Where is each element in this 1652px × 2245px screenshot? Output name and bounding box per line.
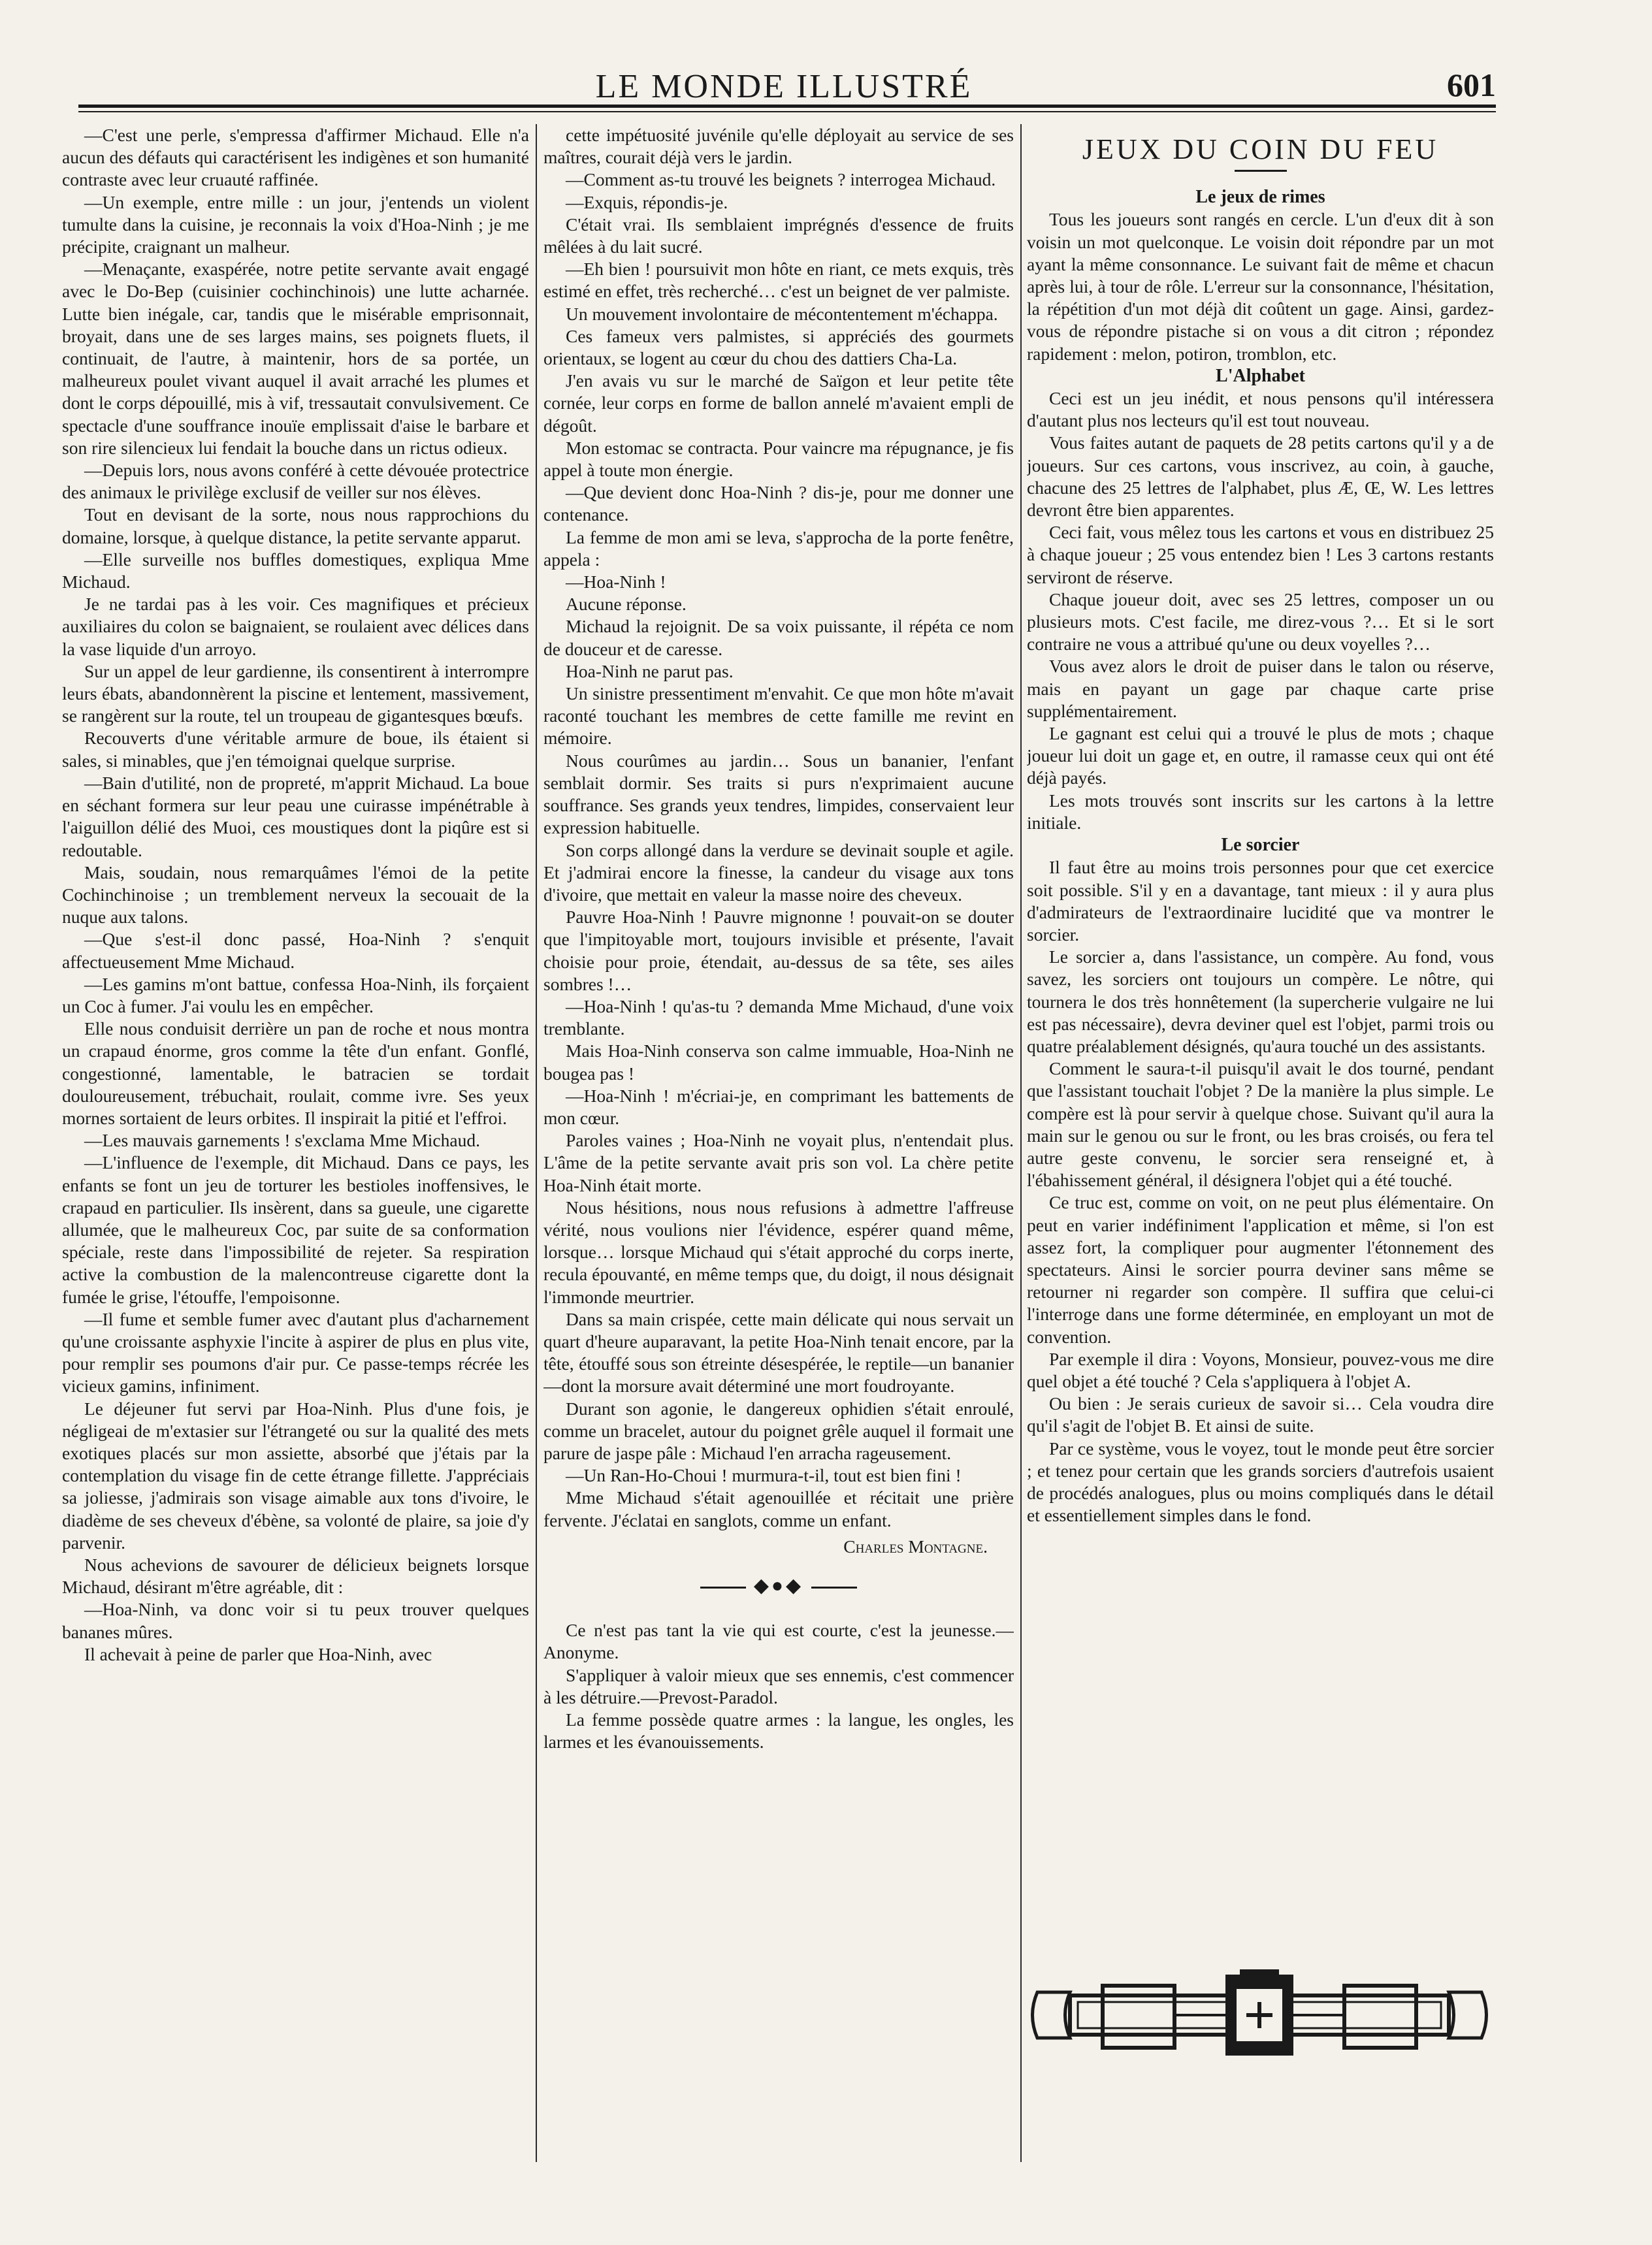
column-divider <box>1020 124 1022 2162</box>
column-3 <box>1027 124 1494 1953</box>
author-signature: Charles Montagne. <box>843 1536 988 1557</box>
paragraph: Ces fameux vers palmistes, si appréciés des gourmets orientaux, se logent au cœur du chou des dattiers Cha-La. <box>543 325 1014 369</box>
paragraph: Ou bien : Je serais curieux de savoir si… Cela voudra dire qu'il s'agit de l'objet B. Et ainsi de suite. <box>1027 1393 1494 1436</box>
paragraph: La femme de mon ami se leva, s'approcha de la porte fenêtre, appela : <box>543 526 1014 570</box>
paragraph: —Que s'est-il donc passé, Hoa-Ninh ? s'enquit affectueusement Mme Michaud. <box>62 929 529 972</box>
paragraph: Un sinistre pressentiment m'envahit. Ce que mon hôte m'avait raconté touchant les membres de cette famille me revint en mémoire. <box>543 683 1014 749</box>
ornament-divider: ◆●◆ <box>543 1575 1014 1597</box>
paragraph: —Un Ran-Ho-Choui ! murmura-t-il, tout est bien fini ! <box>566 1465 962 1486</box>
paragraph: Dans sa main crispée, cette main délicate qui nous servait un quart d'heure auparavant, la petite Hoa-Ninh tenait encore, par la tête, étouffé sous son étreinte désespérée, le reptile—un bananier—dont la morsure avait déterminé une mort foudroyante. <box>543 1308 1014 1397</box>
paragraph: Hoa-Ninh ne parut pas. <box>566 660 734 681</box>
paragraph: —Hoa-Ninh ! <box>566 572 666 592</box>
paragraph: —Hoa-Ninh ! m'écriai-je, en comprimant les battements de mon cœur. <box>543 1085 1014 1128</box>
paragraph: Je ne tardai pas à les voir. Ces magnifiques et précieux auxiliaires du colon se baignaient, se roulaient avec délices dans la vase liquide d'un arroyo. <box>62 594 529 659</box>
paragraph: —Elle surveille nos buffles domestiques, expliqua Mme Michaud. <box>62 549 529 592</box>
paragraph: Aucune réponse. <box>566 594 687 615</box>
paragraph: —C'est une perle, s'empressa d'affirmer Michaud. Elle n'a aucun des défauts qui caractérisent les indigènes et son humanité contraste avec leur cruauté raffinée. <box>62 125 529 190</box>
paragraph: Michaud la rejoignit. De sa voix puissante, il répéta ce nom de douceur et de caresse. <box>543 616 1014 659</box>
subsection-title-alphabet: L'Alphabet <box>1216 365 1305 386</box>
paragraph: Nous courûmes au jardin… Sous un bananier, l'enfant semblait dormir. Ses traits si purs n'exprimaient aucune souffrance. Ses grands yeux tendres, limpides, conservaient leur expression habituelle. <box>543 750 1014 838</box>
masthead <box>72 62 1496 108</box>
paragraph: Un mouvement involontaire de mécontentement m'échappa. <box>566 303 998 324</box>
paragraph: Ce truc est, comme on voit, on ne peut plus élémentaire. On peut en varier indéfiniment l'application et même, si l'on est assez fort, la compliquer pour augmenter l'étonnement des spectateurs. Ainsi le sorcier pourra deviner sans même se retourner ni regarder son compère. Il suffira que celui-ci l'interroge dans une forme déterminée, en employant un mot de convention. <box>1027 1192 1494 1347</box>
paragraph: Les mots trouvés sont inscrits sur les cartons à la lettre initiale. <box>1027 790 1494 833</box>
rimes-text <box>1027 208 1494 364</box>
alphabet-text <box>1027 387 1494 834</box>
paragraph: Tous les joueurs sont rangés en cercle. L'un d'eux dit à son voisin un mot quelconque. Le voisin doit répondre par un mot ayant la même consonnance. Le suivant fait de même et chacun après lui, à tour de rôle. L'erreur sur la consonnance, l'hésitation, la répétition d'un mot déjà dit coûtent un gage. Ainsi, gardez-vous de répondre pistache si on vous a dit citron ; répondez rapidement : melon, potiron, tromblon, etc. <box>1027 209 1494 364</box>
paragraph: —Comment as-tu trouvé les beignets ? interrogea Michaud. <box>566 169 996 190</box>
column-2 <box>543 124 1014 2116</box>
paragraph: Mme Michaud s'était agenouillée et récitait une prière fervente. J'éclatai en sanglots, comme un enfant. <box>543 1487 1014 1530</box>
paragraph: Mais, soudain, nous remarquâmes l'émoi de la petite Cochinchinoise ; un tremblement nerveux la secouait de la nuque aux talons. <box>62 862 529 928</box>
paragraph: Nous hésitions, nous nous refusions à admettre l'affreuse vérité, nous voulions nier l'évidence, espérer quand même, lorsque… lorsque Michaud qui s'était approché du corps inerte, recula épouvanté, en même temps que, du doigt, il nous désignait l'immonde meurtrier. <box>543 1197 1014 1307</box>
paragraph: Mais Hoa-Ninh conserva son calme immuable, Hoa-Ninh ne bougea pas ! <box>543 1041 1014 1084</box>
paragraph: Son corps allongé dans la verdure se devinait souple et agile. Et j'admirai encore la finesse, la candeur du visage aux tons d'ivoire, que mettait en valeur la masse noire des cheveux. <box>543 839 1014 905</box>
paragraph: Vous avez alors le droit de puiser dans le talon ou réserve, mais en payant un gage par chaque carte prise supplémentairement. <box>1027 656 1494 721</box>
paragraph: —Exquis, répondis-je. <box>566 191 728 212</box>
paragraph: —Les mauvais garnements ! s'exclama Mme Michaud. <box>84 1130 480 1151</box>
page-number: 601 <box>1447 67 1496 103</box>
paragraph: —Eh bien ! poursuivit mon hôte en riant, ce mets exquis, très estimé en effet, très recherché… c'est un beignet de ver palmiste. <box>543 259 1014 302</box>
paragraph: —Menaçante, exaspérée, notre petite servante avait engagé avec le Do-Bep (cuisinier cochinchinois) une lutte acharnée. Lutte bien inégale, car, tandis que le misérable emprisonnait, broyait, dans une de ses larges mains, ses poignets fluets, il continuait, de l'autre, à maintenir, hors de sa portée, un malheureux poulet vivant auquel il avait arraché les plumes et dont le corps dépouillé, mis à vif, tressautait convulsivement. Ce spectacle d'une souffrance inouïe emplissait d'aise le barbare et son rire silencieux lui fendait la bouche dans un rictus odieux. <box>62 259 529 458</box>
paragraph: Le gagnant est celui qui a trouvé le plus de mots ; chaque joueur lui doit un gage et, en outre, il ramasse ceux qui ont été déjà payés. <box>1027 723 1494 788</box>
paragraph: —Bain d'utilité, non de propreté, m'apprit Michaud. La boue en séchant formera sur leur peau une cuirasse impénétrable à l'aiguillon délié des Muoi, ces moustiques dont la piqûre est si redoutable. <box>62 772 529 860</box>
paragraph: —L'influence de l'exemple, dit Michaud. Dans ce pays, les enfants se font un jeu de torturer les bestioles inoffensives, le crapaud en particulier. Ils insèrent, dans sa gueule, une cigarette allumée, que le malheureux Coc, par suite de sa conformation spéciale, reste dans l'impossibilité de rejeter. Sa respiration active la combustion de la malencontreuse cigarette dont la fumée le grise, l'étouffe, l'empoisonne. <box>62 1152 529 1307</box>
paragraph: —Hoa-Ninh, va donc voir si tu peux trouver quelques bananes mûres. <box>62 1599 529 1642</box>
sorcier-text <box>1027 856 1494 1526</box>
paragraph: Durant son agonie, le dangereux ophidien s'était enroulé, comme un bracelet, autour du poignet grêle auquel il formait une parure de jaspe pâle : Michaud l'en arracha rageusement. <box>543 1398 1014 1463</box>
paragraph: C'était vrai. Ils semblaient imprégnés d'essence de fruits mêlées à du lait sucré. <box>543 214 1014 257</box>
story-continuation <box>543 124 1014 1532</box>
paragraph: Il faut être au moins trois personnes pour que cet exercice soit possible. S'il y en a davantage, tant mieux : il y aura plus d'admirateurs de l'extraordinaire lucidité que va montrer le sorcier. <box>1027 857 1494 945</box>
paragraph: Comment le saura-t-il puisqu'il avait le dos tourné, pendant que l'assistant touchait l'objet ? De la manière la plus simple. Le compère est là pour servir à quelque chose. Suivant qu'il aura la main sur le genou ou sur le front, ou les bras croisés, ou fera tel autre geste convenu, le sorcier sera renseigné et, à l'ébahissement général, il désignera l'objet qui a été touché. <box>1027 1058 1494 1191</box>
paragraph: Le sorcier a, dans l'assistance, un compère. Au fond, vous savez, les sorciers ont toujours un compère. Le nôtre, qui tournera le dos très honnêtement (la supercherie vulgaire ne lui est pas nécessaire), devra deviner quel est l'objet, parmi trois ou quatre préalablement désignés, qu'aura touché un des assistants. <box>1027 946 1494 1056</box>
subsection-title-sorcier: Le sorcier <box>1221 835 1300 856</box>
paragraph: Tout en devisant de la sorte, nous nous rapprochions du domaine, lorsque, à quelque distance, la petite servante apparut. <box>62 504 529 547</box>
paragraph: J'en avais vu sur le marché de Saïgon et leur petite tête cornée, leur corps en forme de ballon annelé m'avaient empli de dégoût. <box>543 370 1014 436</box>
masthead-rule-thin <box>78 111 1496 112</box>
section-title: JEUX DU COIN DU FEU <box>1082 133 1439 165</box>
paragraph: Pauvre Hoa-Ninh ! Pauvre mignonne ! pouvait-on se douter que l'impitoyable mort, toujours invisible et présente, l'avait choisie pour proie, étendait, au-dessus de sa tête, ses ailes sombres !… <box>543 907 1014 994</box>
paragraph: —Les gamins m'ont battue, confessa Hoa-Ninh, ils forçaient un Coc à fumer. J'ai voulu les en empêcher. <box>62 973 529 1016</box>
paragraph: Recouverts d'une véritable armure de boue, ils étaient si sales, si minables, que j'en témoignai quelque surprise. <box>62 728 529 771</box>
column-1 <box>62 124 529 2188</box>
paragraph: Nous achevions de savourer de délicieux beignets lorsque Michaud, désirant m'être agréable, dit : <box>62 1555 529 1598</box>
masthead-rule <box>78 105 1496 108</box>
paragraph: cette impétuosité juvénile qu'elle déployait au service de ses maîtres, courait déjà vers le jardin. <box>543 125 1014 168</box>
paragraph: —Hoa-Ninh ! qu'as-tu ? demanda Mme Michaud, d'une voix tremblante. <box>543 995 1014 1039</box>
decorative-cartouche <box>1024 1966 1495 2064</box>
paragraph: Ceci est un jeu inédit, et nous pensons qu'il intéressera d'autant plus nos lecteurs qu'il est tout nouveau. <box>1027 388 1494 431</box>
paragraph: —Depuis lors, nous avons conféré à cette dévouée protectrice des animaux le privilège exclusif de veiller sur nos élèves. <box>62 460 529 503</box>
paragraph: Par exemple il dira : Voyons, Monsieur, pouvez-vous me dire quel objet a été touché ? Cela s'appliquera à l'objet A. <box>1027 1348 1494 1391</box>
quote: La femme possède quatre armes : la langue, les ongles, les larmes et les évanouissements. <box>543 1709 1014 1752</box>
quote: S'appliquer à valoir mieux que ses ennemis, c'est commencer à les détruire.—Prevost-Paradol. <box>543 1664 1014 1707</box>
paragraph: —Il fume et semble fumer avec d'autant plus d'acharnement qu'une croissante asphyxie l'incite à aspirer de plus en plus vite, pour remplir ses poumons d'air pur. Ce passe-temps récrée les vicieux gamins, infiniment. <box>62 1308 529 1397</box>
paragraph: Par ce système, vous le voyez, tout le monde peut être sorcier ; et tenez pour certain que les grands sorciers d'autrefois usaient de procédés analogues, plus ou moins compliqués dans le détail et essentiellement simples dans le fond. <box>1027 1438 1494 1526</box>
paragraph: Elle nous conduisit derrière un pan de roche et nous montra un crapaud énorme, gros comme la tête d'un enfant. Gonflé, congestionné, lamentable, le batracien se tordait douloureusement, trébuchait, roulait, comme ivre. Ses yeux mornes sortaient de leurs orbites. Il inspirait la pitié et l'effroi. <box>62 1018 529 1128</box>
paragraph: Paroles vaines ; Hoa-Ninh ne voyait plus, n'entendait plus. L'âme de la petite servante avait pris son vol. La chère petite Hoa-Ninh était morte. <box>543 1130 1014 1195</box>
paragraph: Le déjeuner fut servi par Hoa-Ninh. Plus d'une fois, je négligeai de m'extasier sur l'étrangeté ou sur la qualité des mets exotiques placés sur mon assiette, absorbé que j'étais par la contemplation du visage fin de cette étrange fillette. J'appréciais sa joliesse, j'admirais son visage aimable aux tons d'ivoire, le diadème de ses cheveux d'ébène, sa volonté de plaire, sa joie d'y parvenir. <box>62 1398 529 1553</box>
paragraph: —Que devient donc Hoa-Ninh ? dis-je, pour me donner une contenance. <box>543 482 1014 525</box>
section-rule <box>1235 170 1287 172</box>
paragraph: Mon estomac se contracta. Pour vaincre ma répugnance, je fis appel à toute mon énergie. <box>543 437 1014 481</box>
quotes-block <box>543 1619 1014 1753</box>
paragraph: Ceci fait, vous mêlez tous les cartons et vous en distribuez 25 à chaque joueur ; 25 vous entendez bien ! Les 3 cartons restants serviront de réserve. <box>1027 522 1494 587</box>
quote: Ce n'est pas tant la vie qui est courte, c'est la jeunesse.—Anonyme. <box>543 1620 1014 1663</box>
paragraph: Il achevait à peine de parler que Hoa-Ninh, avec <box>84 1643 432 1664</box>
column-divider <box>536 124 537 2162</box>
masthead-title: LE MONDE ILLUSTRÉ <box>595 68 973 105</box>
paragraph: —Un exemple, entre mille : un jour, j'entends un violent tumulte dans la cuisine, je reconnais la voix d'Hoa-Ninh ; je me précipite, craignant un malheur. <box>62 191 529 257</box>
paragraph: Sur un appel de leur gardienne, ils consentirent à interrompre leurs ébats, abandonnèrent la piscine et lentement, massivement, se rangèrent sur la route, tel un troupeau de gigantesques bœufs. <box>62 660 529 726</box>
subsection-title-rimes: Le jeux de rimes <box>1195 187 1325 208</box>
paragraph: Chaque joueur doit, avec ses 25 lettres, composer un ou plusieurs mots. C'est facile, me direz-vous ?… Et si le sort contraire ne vous a attribué qu'une ou deux voyelles ?… <box>1027 589 1494 654</box>
paragraph: Vous faites autant de paquets de 28 petits cartons qu'il y a de joueurs. Sur ces cartons, vous inscrivez, au coin, à gauche, chacune des 25 lettres de l'alphabet, plus Æ, Œ, W. Les lettres devront être bien apparentes. <box>1027 432 1494 521</box>
